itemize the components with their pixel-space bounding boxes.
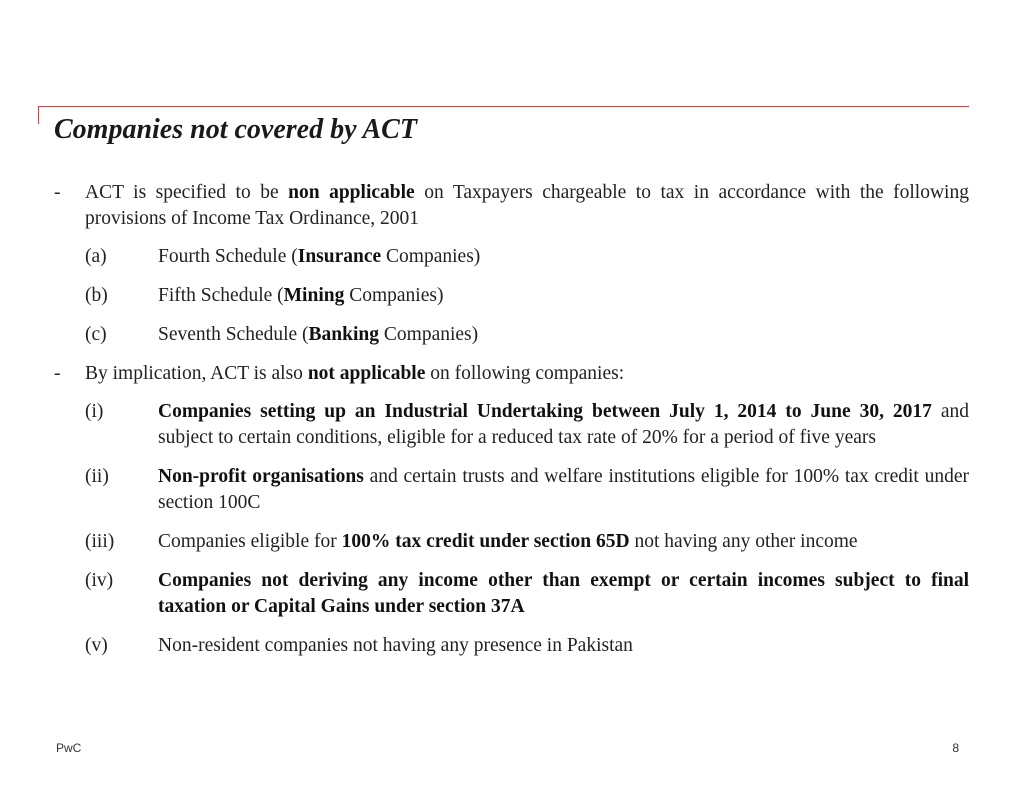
list-item-implication [54, 399, 969, 451]
text-run: Companies eligible for [158, 531, 342, 552]
slide-title: Companies not covered by ACT [54, 114, 417, 145]
text-run: not having any other income [629, 531, 858, 552]
text-run: Companies) [379, 324, 479, 345]
slide-body [54, 180, 969, 672]
text-run-bold: Insurance [297, 246, 382, 267]
list-item-schedule [54, 244, 969, 270]
bullet-text [85, 180, 969, 232]
text-run-bold: Companies setting up an Industrial Undertaking between July 1, 2014 to June 30, 2017 [158, 401, 932, 422]
text-run: on Taxpayers chargeable to tax in accordance with the following provisions of Income Tax Ordinance, 2001 [85, 182, 969, 229]
text-run-bold: Non-profit organisations [158, 466, 364, 487]
list-marker: (c) [85, 324, 107, 345]
text-run-bold: Companies not deriving any income other than exempt or certain incomes subject to final taxation or Capital Gains under section 37A [158, 570, 969, 617]
list-item-text [158, 399, 969, 451]
text-run-bold: non applicable [288, 182, 415, 203]
list-marker: (ii) [85, 466, 109, 487]
bullet-dash: - [54, 182, 61, 203]
list-item-text [158, 283, 969, 309]
list-item-text [158, 464, 969, 516]
text-run: Seventh Schedule ( [158, 324, 309, 345]
text-run-bold: Banking [308, 324, 380, 345]
text-run: and certain trusts and welfare institutions eligible for 100% tax credit under section 100C [158, 466, 969, 513]
list-item-text [158, 529, 969, 555]
list-item-schedule [54, 283, 969, 309]
text-run: ACT is specified to be [85, 182, 289, 203]
text-run-bold: Mining [283, 285, 345, 306]
bullet-text [85, 361, 969, 387]
text-run: Fourth Schedule ( [158, 246, 298, 267]
title-rule [38, 106, 969, 107]
list-marker: (iii) [85, 531, 115, 552]
list-marker: (v) [85, 635, 108, 656]
title-rule-tick [38, 106, 39, 124]
list-marker: (i) [85, 401, 104, 422]
list-item-text [158, 633, 969, 659]
bullet-act-non-applicable [54, 180, 969, 232]
list-item-implication [54, 568, 969, 620]
list-marker: (a) [85, 246, 107, 267]
list-item-implication [54, 529, 969, 555]
list-item-text [158, 322, 969, 348]
list-item-schedule [54, 322, 969, 348]
text-run: Companies) [344, 285, 444, 306]
list-item-implication [54, 633, 969, 659]
page-number: 8 [952, 741, 959, 755]
list-item-text [158, 244, 969, 270]
text-run: on following companies: [425, 363, 625, 384]
list-item-implication [54, 464, 969, 516]
list-marker: (iv) [85, 570, 114, 591]
footer-brand: PwC [56, 741, 82, 755]
bullet-dash: - [54, 363, 61, 384]
text-run: By implication, ACT is also [85, 363, 308, 384]
list-item-text [158, 568, 969, 620]
text-run: and subject to certain conditions, eligible for a reduced tax rate of 20% for a period of five years [158, 401, 970, 448]
text-run: Non-resident companies not having any presence in Pakistan [158, 635, 633, 656]
text-run-bold: 100% tax credit under section 65D [341, 531, 630, 552]
text-run-bold: not applicable [307, 363, 426, 384]
text-run: Companies) [381, 246, 481, 267]
bullet-act-not-applicable [54, 361, 969, 387]
text-run: Fifth Schedule ( [158, 285, 284, 306]
list-marker: (b) [85, 285, 108, 306]
